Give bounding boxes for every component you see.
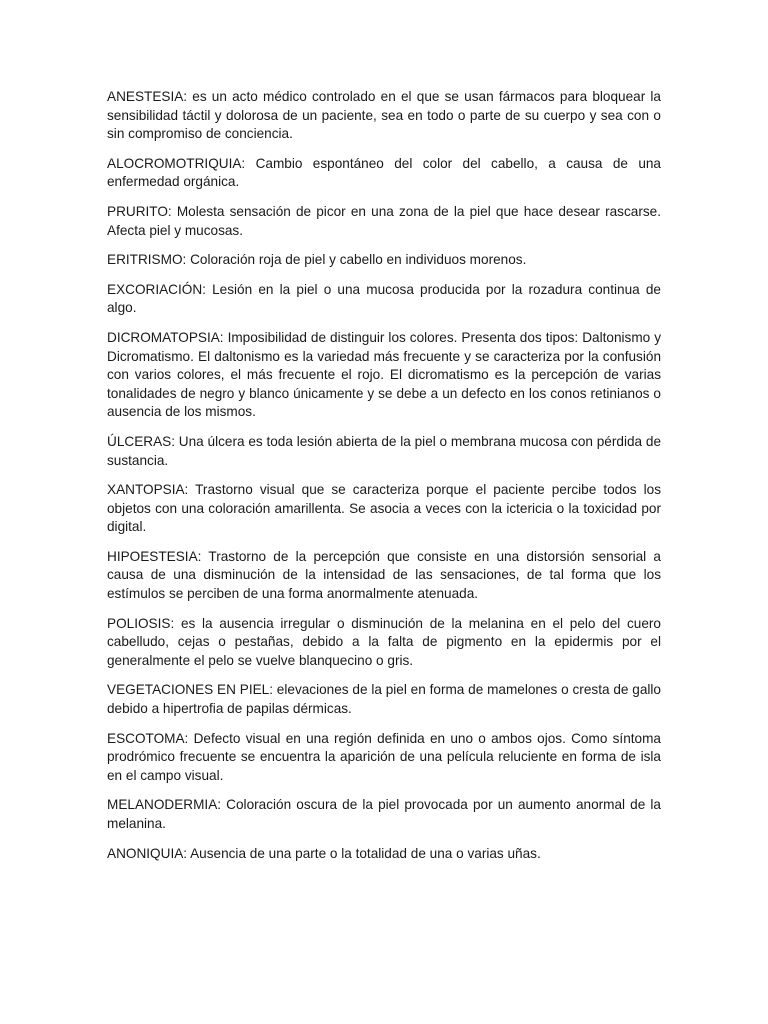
entry-definition: Trastorno visual que se caracteriza porque el paciente percibe todos los objetos con una coloración amarillenta. Se asocia a veces con la ictericia o la toxicidad por digital.: [107, 482, 661, 535]
glossary-entry-anestesia: [107, 88, 661, 144]
glossary-entry-ulceras: [107, 433, 661, 470]
entry-definition: Imposibilidad de distinguir los colores. Presenta dos tipos: Daltonismo y Dicromatismo. El daltonismo es la variedad más frecuente y se caracteriza por la confusión con varios colores, el más frecuente el rojo. El dicromatismo es la percepción de varias tonalidades de negro y blanco únicamente y se debe a un defecto en los conos retinianos o ausencia de los mismos.: [107, 329, 661, 420]
entry-term: ÚLCERAS:: [107, 433, 175, 449]
entry-definition: Defecto visual en una región definida en uno o ambos ojos. Como síntoma prodrómico frecuente se encuentra la aparición de una película reluciente en forma de isla en el campo visual.: [107, 730, 661, 783]
entry-definition: Coloración oscura de la piel provocada por un aumento anormal de la melanina.: [107, 797, 661, 831]
glossary-entry-prurito: [107, 203, 661, 240]
entry-term: ERITRISMO:: [107, 252, 187, 268]
glossary-entry-poliosis: [107, 615, 661, 671]
entry-definition: Una úlcera es toda lesión abierta de la piel o membrana mucosa con pérdida de sustancia.: [107, 433, 661, 468]
entry-definition: es la ausencia irregular o disminución de la melanina en el pelo del cuero cabelludo, cejas o pestañas, debido a la falta de pigmento en la epidermis por el generalmente el pelo se vuelve blanquecino o gris.: [107, 615, 661, 668]
entry-term: PRURITO:: [107, 203, 172, 219]
entry-definition: Trastorno de la percepción que consiste en una distorsión sensorial a causa de una disminución de la intensidad de las sensaciones, de tal forma que los estímulos se perciben de una forma anormalmente atenuada.: [107, 548, 661, 602]
entry-definition: elevaciones de la piel en forma de mamelones o cresta de gallo debido a hipertrofia de papilas dérmicas.: [107, 682, 661, 717]
entry-term: MELANODERMIA:: [107, 797, 222, 813]
entry-definition: Cambio espontáneo del color del cabello, a causa de una enfermedad orgánica.: [107, 155, 661, 190]
entry-term: ESCOTOMA:: [107, 730, 189, 746]
entry-term: VEGETACIONES EN PIEL:: [107, 682, 273, 698]
glossary-entry-excoriacion: [107, 281, 661, 318]
entry-term: DICROMATOPSIA:: [107, 329, 224, 345]
glossary-entry-alocromotriquia: [107, 155, 661, 192]
glossary-entry-dicromatopsia: [107, 329, 661, 422]
entry-term: POLIOSIS:: [107, 615, 175, 631]
glossary-entry-anoniquia: [107, 845, 661, 864]
entry-definition: Lesión en la piel o una mucosa producida por la rozadura continua de algo.: [107, 281, 661, 316]
glossary-entry-hipoestesia: [107, 548, 661, 604]
glossary-entry-xantopsia: [107, 481, 661, 537]
glossary-entry-eritrismo: [107, 251, 661, 270]
entry-term: ANESTESIA:: [107, 89, 188, 104]
entry-definition: Coloración roja de piel y cabello en individuos morenos.: [186, 252, 527, 268]
entry-definition: Molesta sensación de picor en una zona de la piel que hace desear rascarse. Afecta piel y mucosas.: [107, 203, 661, 238]
glossary-entry-melanodermia: [107, 796, 661, 833]
entry-term: XANTOPSIA:: [107, 482, 189, 498]
entry-definition: Ausencia de una parte o la totalidad de una o varias uñas.: [187, 845, 541, 861]
entry-term: EXCORIACIÓN:: [107, 281, 206, 297]
glossary-entry-escotoma: [107, 730, 661, 786]
entry-term: ALOCROMOTRIQUIA:: [107, 155, 246, 171]
entry-term: HIPOESTESIA:: [107, 548, 202, 564]
entry-term: ANONIQUIA:: [107, 845, 188, 861]
glossary-entry-vegetaciones-en-piel: [107, 681, 661, 718]
entry-definition: es un acto médico controlado en el que se usan fármacos para bloquear la sensibilidad táctil y dolorosa de un paciente, sea en todo o parte de su cuerpo y sea con o sin compromiso de conciencia.: [107, 89, 661, 142]
